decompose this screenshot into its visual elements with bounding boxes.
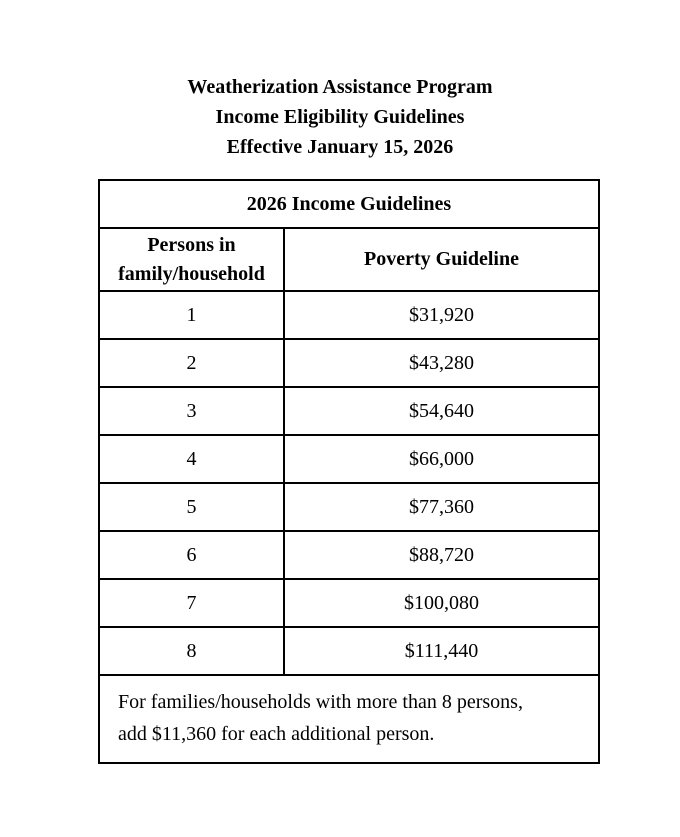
persons-cell: 2 (99, 339, 284, 387)
persons-header-line1: Persons in (147, 233, 236, 256)
table-row (99, 291, 599, 339)
table-row (99, 483, 599, 531)
persons-header-line2: family/household (118, 262, 265, 285)
persons-cell: 5 (99, 483, 284, 531)
guideline-cell: $88,720 (284, 531, 599, 579)
guideline-cell: $54,640 (284, 387, 599, 435)
guideline-cell: $31,920 (284, 291, 599, 339)
persons-cell: 3 (99, 387, 284, 435)
guideline-cell: $43,280 (284, 339, 599, 387)
persons-cell: 7 (99, 579, 284, 627)
poverty-guideline-column-header: Poverty Guideline (284, 228, 599, 291)
table-caption-row (99, 180, 599, 228)
guideline-cell: $77,360 (284, 483, 599, 531)
persons-cell: 8 (99, 627, 284, 675)
table-row (99, 435, 599, 483)
persons-column-header (99, 228, 284, 291)
effective-date: Effective January 15, 2026 (226, 136, 454, 158)
document-heading (0, 72, 680, 162)
table-row (99, 387, 599, 435)
table-caption: 2026 Income Guidelines (99, 180, 599, 228)
table-note-row (99, 675, 599, 763)
guidelines-title: Income Eligibility Guidelines (215, 106, 465, 128)
income-guidelines-table (98, 179, 600, 764)
table-row (99, 339, 599, 387)
table-row (99, 627, 599, 675)
persons-cell: 1 (99, 291, 284, 339)
guideline-cell: $66,000 (284, 435, 599, 483)
table-header-row (99, 228, 599, 291)
guideline-cell: $100,080 (284, 579, 599, 627)
note-line1: For families/households with more than 8 persons, (118, 691, 523, 713)
additional-person-note (99, 675, 599, 763)
persons-cell: 6 (99, 531, 284, 579)
table-row (99, 579, 599, 627)
note-line2: add $11,360 for each additional person. (118, 723, 435, 745)
guideline-cell: $111,440 (284, 627, 599, 675)
program-title: Weatherization Assistance Program (187, 76, 493, 98)
persons-cell: 4 (99, 435, 284, 483)
table-row (99, 531, 599, 579)
